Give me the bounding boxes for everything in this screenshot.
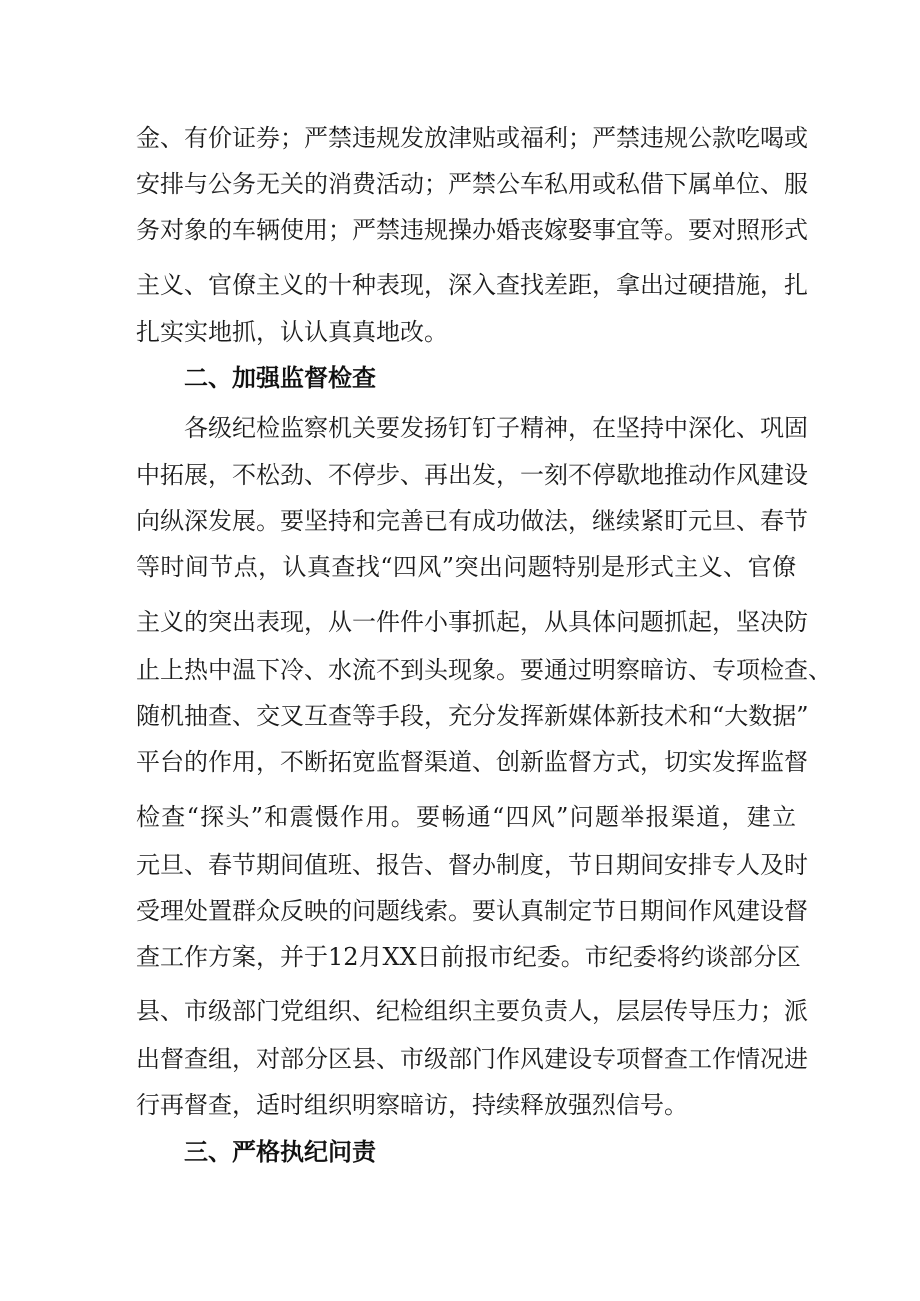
paragraph-line: 检查“探头”和震慑作用。要畅通“四风”问题举报渠道，建立	[136, 803, 796, 831]
paragraph-line: 金、有价证券；严禁违规发放津贴或福利；严禁违规公款吃喝或	[136, 124, 808, 152]
paragraph-line: 止上热中温下冷、水流不到头现象。要通过明察暗访、专项检查、	[136, 656, 832, 684]
paragraph-line: 平台的作用，不断拓宽监督渠道、创新监督方式，切实发挥监督	[136, 748, 808, 776]
paragraph-line: 主义、官僚主义的十种表现，深入查找差距，拿出过硬措施，扎	[136, 271, 808, 299]
paragraph-line: 安排与公务无关的消费活动；严禁公车私用或私借下属单位、服	[136, 170, 808, 198]
paragraph-line: 扎实实地抓，认认真真地改。	[136, 318, 448, 346]
paragraph-line: 务对象的车辆使用；严禁违规操办婚丧嫁娶事宜等。要对照形式	[136, 216, 808, 244]
section-heading-3: 三、严格执纪问责	[184, 1138, 376, 1166]
paragraph-line: 县、市级部门党组织、纪检组织主要负责人，层层传导压力；派	[136, 997, 808, 1025]
paragraph-line: 中拓展，不松劲、不停步、再出发，一刻不停歇地推动作风建设	[136, 461, 808, 489]
paragraph-line: 各级纪检监察机关要发扬钉钉子精神，在坚持中深化、巩固	[184, 414, 808, 442]
section-heading-2: 二、加强监督检查	[184, 364, 376, 392]
paragraph-line: 出督查组，对部分区县、市级部门作风建设专项督查工作情况进	[136, 1045, 808, 1073]
paragraph-line: 等时间节点，认真查找“四风”突出问题特别是形式主义、官僚	[136, 553, 796, 581]
paragraph-line: 受理处置群众反映的问题线索。要认真制定节日期间作风建设督	[136, 897, 808, 925]
paragraph-line: 元旦、春节期间值班、报告、督办制度，节日期间安排专人及时	[136, 851, 808, 879]
paragraph-line: 随机抽查、交叉互查等手段，充分发挥新媒体新技术和“大数据”	[136, 702, 809, 730]
paragraph-line: 查工作方案，并于12月XX日前报市纪委。市纪委将约谈部分区	[136, 943, 801, 971]
paragraph-line: 行再督查，适时组织明察暗访，持续释放强烈信号。	[136, 1091, 688, 1119]
paragraph-line: 向纵深发展。要坚持和完善已有成功做法，继续紧盯元旦、春节	[136, 507, 808, 535]
paragraph-line: 主义的突出表现，从一件件小事抓起，从具体问题抓起，坚决防	[136, 608, 808, 636]
